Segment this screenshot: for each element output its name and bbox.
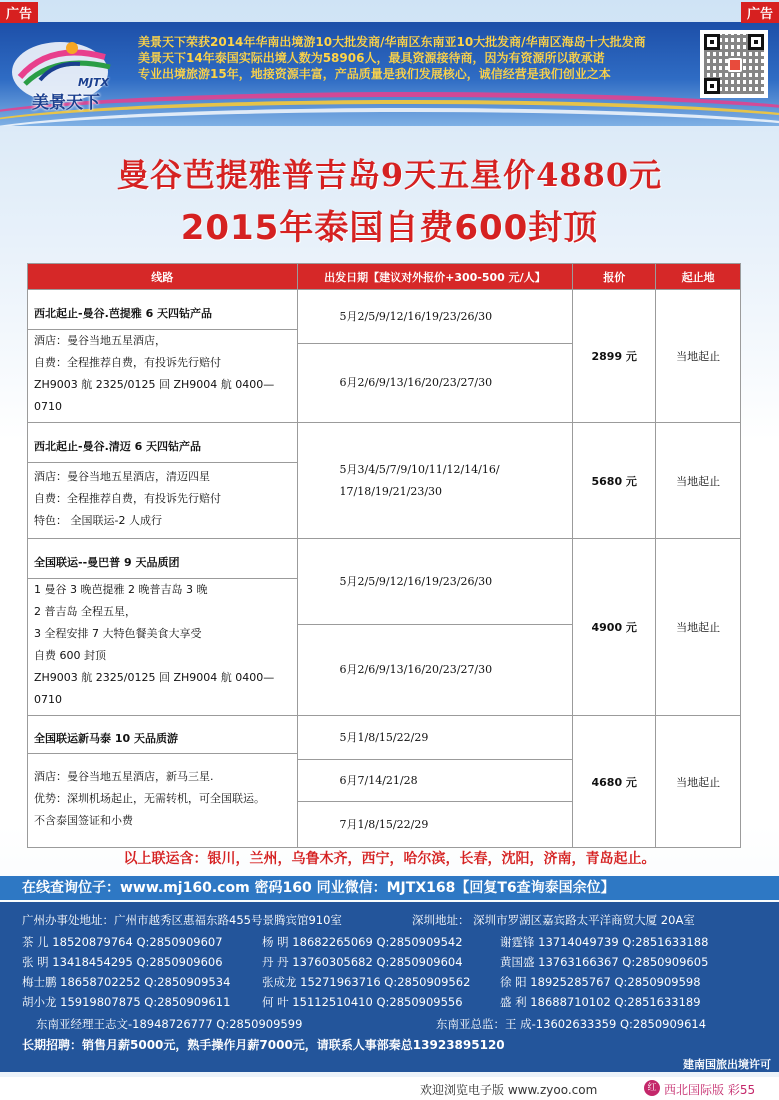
contact-entry: 谢霆锋 13714049739 Q:2851633188 <box>500 935 709 949</box>
contact-entry: 何 叶 15112510410 Q:2850909556 <box>262 995 463 1009</box>
routes-table <box>27 263 741 848</box>
contact-entry: 张成龙 15271963716 Q:2850909562 <box>262 975 471 989</box>
edition-badge-icon: 红 <box>644 1080 660 1096</box>
brand-logo <box>10 32 125 112</box>
contact-entry: 张 明 13418454295 Q:2850909606 <box>22 955 223 969</box>
column-header-route: 线路 <box>28 264 298 290</box>
contact-entry: 梅士鹏 18658702252 Q:2850909534 <box>22 975 231 989</box>
contact-entry: 杨 明 18682265069 Q:2850909542 <box>262 935 463 949</box>
route-detail-line: ZH9003 航 2325/0125 回 ZH9004 航 0400—0710 <box>34 378 275 413</box>
license-note: 建南国旅出境许可 <box>683 1058 771 1071</box>
header-banner <box>0 22 779 126</box>
sz-office-address: 深圳地址： 深圳市罗湖区嘉宾路太平洋商贸大厦 20A室 <box>412 913 695 927</box>
route-title: 西北起止-曼谷.清迈 6 天四钻产品 <box>28 423 298 463</box>
route-departure: 当地起止 <box>656 539 741 716</box>
qr-logo-icon <box>728 58 742 72</box>
brand-abbr: MJTX <box>78 76 110 89</box>
cities-note: 以上联运含：银川，兰州，乌鲁木齐，西宁，哈尔滨，长春，沈阳，济南，青岛起止。 <box>123 851 656 867</box>
route-dates <box>297 423 573 539</box>
table-header-row <box>28 264 741 290</box>
route-date: 7月1/8/15/22/29 <box>297 802 573 848</box>
route-detail-line: 酒店：曼谷当地五星酒店，新马三星. <box>34 769 214 783</box>
route-price: 5680 元 <box>573 423 656 539</box>
route-detail-line: 不含泰国签证和小费 <box>34 813 133 827</box>
ad-label-right: 广告 <box>741 2 779 23</box>
table-row <box>28 716 741 754</box>
contact-entry: 丹 丹 13760305682 Q:2850909604 <box>262 955 463 969</box>
online-query-bar[interactable]: 在线查询位子：www.mj160.com 密码160 同业微信：MJTX168【回复T6查询泰国余位】 <box>0 876 779 900</box>
recruitment-notice: 长期招聘：销售月薪5000元，熟手操作月薪7000元，请联系人事部秦总13923895120 <box>22 1038 505 1052</box>
route-date: 6月2/6/9/13/16/20/23/27/30 <box>297 344 573 423</box>
footer-edition: 西北国际版 彩55 <box>664 1083 756 1097</box>
route-detail-line: 2 普吉岛 全程五星， <box>34 605 136 618</box>
table-row <box>28 539 741 579</box>
route-date: 5月2/5/9/12/16/19/23/26/30 <box>297 290 573 344</box>
route-detail-line: 自费 600 封顶 <box>34 649 106 662</box>
route-detail-line: 1 曼谷 3 晚芭提雅 2 晚普吉岛 3 晚 <box>34 583 208 596</box>
qr-corner <box>748 34 764 50</box>
route-detail-line: 优势：深圳机场起止，无需转机，可全国联运。 <box>34 791 265 805</box>
route-details <box>28 754 298 848</box>
footer-website[interactable]: 欢迎浏览电子版 www.zyoo.com <box>420 1083 598 1097</box>
route-date: 5月2/5/9/12/16/19/23/26/30 <box>297 539 573 625</box>
headline-sub: 2015年泰国自费600封顶 <box>180 208 599 248</box>
intro-line: 美景天下荣获2014年华南出境游10大批发商/华南区东南亚10大批发商/华南区海岛十大批发商 <box>138 35 646 49</box>
route-price: 4900 元 <box>573 539 656 716</box>
route-date-line: 17/18/19/21/23/30 <box>339 484 443 498</box>
headline-main: 曼谷芭提雅普吉岛9天五星价4880元 <box>116 156 663 194</box>
contact-entry: 黄国盛 13763166367 Q:2850909605 <box>500 955 709 969</box>
route-detail-line: 特色： 全国联运-2 人成行 <box>34 513 162 527</box>
gz-office-address: 广州办事处地址：广州市越秀区惠福东路455号景腾宾馆910室 <box>22 913 342 927</box>
route-date-line: 5月3/4/5/7/9/10/11/12/14/16/ <box>339 462 500 476</box>
route-detail-line: 酒店：曼谷当地五星酒店，清迈四星 <box>34 469 210 483</box>
route-date: 6月2/6/9/13/16/20/23/27/30 <box>297 625 573 716</box>
column-header-price: 报价 <box>573 264 656 290</box>
qr-code[interactable] <box>700 30 768 98</box>
route-detail-line: 酒店：曼谷当地五星酒店， <box>34 334 166 347</box>
column-header-dates: 出发日期【建议对外报价+300-500 元/人】 <box>297 264 573 290</box>
route-detail-line: 自费：全程推荐自费，有投诉先行赔付 <box>34 491 221 505</box>
route-departure: 当地起止 <box>656 423 741 539</box>
route-detail-line: ZH9003 航 2325/0125 回 ZH9004 航 0400—0710 <box>34 671 275 706</box>
route-details <box>28 579 298 716</box>
contact-entry: 胡小龙 15919807875 Q:2850909611 <box>22 995 231 1009</box>
route-title: 西北起止-曼谷.芭提雅 6 天四钻产品 <box>28 290 298 330</box>
table-row <box>28 290 741 330</box>
qr-corner <box>704 78 720 94</box>
route-departure: 当地起止 <box>656 290 741 423</box>
intro-line: 专业出境旅游15年，地接资源丰富，产品质量是我们发展核心，诚信经营是我们创业之本 <box>138 67 611 81</box>
route-date: 6月7/14/21/28 <box>297 760 573 802</box>
route-detail-line: 3 全程安排 7 大特色餐美食大享受 <box>34 627 202 640</box>
route-details <box>28 330 298 423</box>
ad-label-left: 广告 <box>0 2 38 23</box>
route-price: 2899 元 <box>573 290 656 423</box>
route-departure: 当地起止 <box>656 716 741 848</box>
brand-name: 美景天下 <box>32 93 100 113</box>
manager-contact: 东南亚经理王志文-18948726777 Q:2850909599 <box>36 1017 303 1031</box>
intro-line: 美景天下14年泰国实际出境人数为58906人，最具资源接待商，因为有资源所以敢承诺 <box>138 51 605 65</box>
intro-text <box>138 34 683 82</box>
route-details <box>28 463 298 539</box>
route-date: 5月1/8/15/22/29 <box>297 716 573 760</box>
column-header-departure: 起止地 <box>656 264 741 290</box>
route-price: 4680 元 <box>573 716 656 848</box>
route-title: 全国联运新马泰 10 天品质游 <box>28 716 298 754</box>
director-contact: 东南亚总监：王 成-13602633359 Q:2850909614 <box>436 1017 707 1031</box>
page-footer <box>0 1077 779 1100</box>
contact-entry: 盛 利 18688710102 Q:2851633189 <box>500 995 701 1009</box>
contact-entry: 茶 儿 18520879764 Q:2850909607 <box>22 935 223 949</box>
contact-entry: 徐 阳 18925285767 Q:2850909598 <box>500 975 701 989</box>
qr-corner <box>704 34 720 50</box>
route-detail-line: 自费：全程推荐自费，有投诉先行赔付 <box>34 356 221 369</box>
table-row <box>28 423 741 463</box>
route-title: 全国联运--曼巴普 9 天品质团 <box>28 539 298 579</box>
